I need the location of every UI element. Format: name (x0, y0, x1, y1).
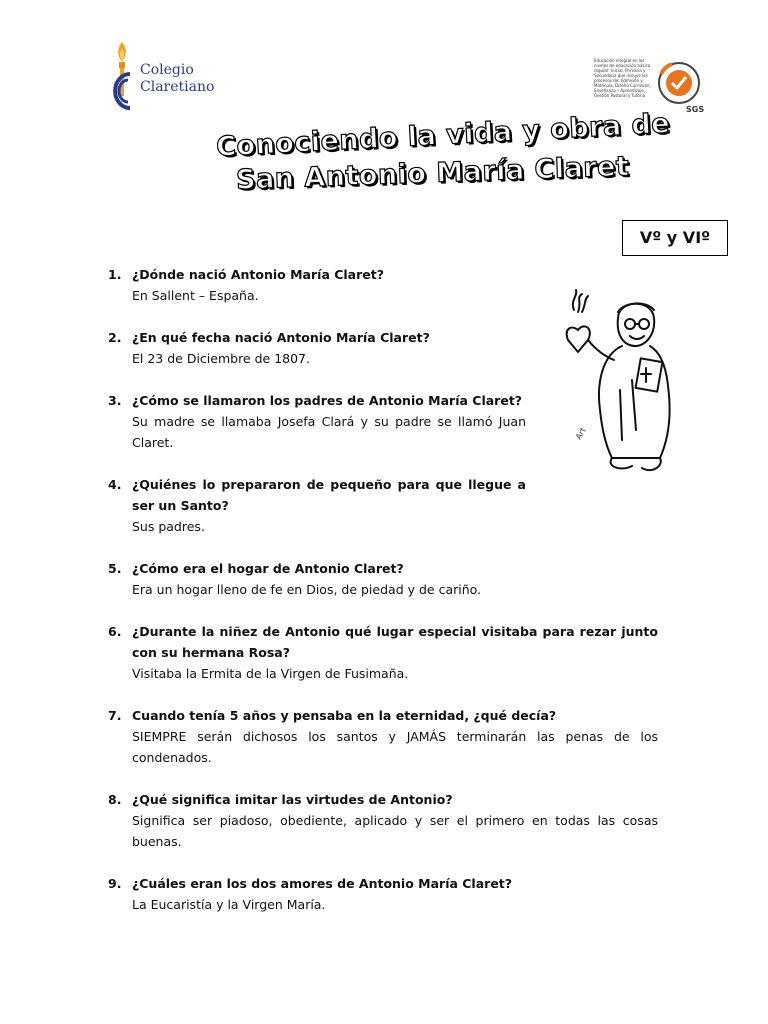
sgs-seal-icon (656, 60, 705, 114)
school-name-line2: Claretiano (140, 79, 215, 95)
question-number: 3. (108, 393, 122, 408)
school-logo (104, 40, 244, 120)
school-name-line1: Colegio (140, 62, 194, 78)
question-number: 8. (108, 792, 122, 807)
answer-text: El 23 de Diciembre de 1807. (132, 351, 310, 366)
grade-box: Vº y VIº (622, 220, 728, 256)
list-item (108, 390, 526, 453)
list-item (108, 873, 658, 915)
question-text: ¿Dónde nació Antonio María Claret? (132, 267, 384, 282)
question-number: 2. (108, 330, 122, 345)
question-list (108, 264, 658, 936)
question-text: ¿Qué significa imitar las virtudes de Antonio? (132, 792, 453, 807)
question-number: 1. (108, 267, 122, 282)
torch-logo-icon (104, 40, 140, 120)
list-item (108, 264, 526, 306)
question-text: ¿Quiénes lo prepararon de pequeño para que llegue a ser un Santo? (132, 477, 526, 513)
list-item (108, 474, 526, 537)
question-text: ¿En qué fecha nació Antonio María Claret? (132, 330, 430, 345)
answer-text: Visitaba la Ermita de la Virgen de Fusimaña. (132, 666, 409, 681)
page-title (210, 108, 671, 198)
svg-text:Art: Art (573, 426, 588, 441)
question-text: Cuando tenía 5 años y pensaba en la eternidad, ¿qué decía? (132, 708, 557, 723)
certification-block (594, 58, 706, 116)
question-number: 7. (108, 708, 122, 723)
question-text: ¿Cómo era el hogar de Antonio Claret? (132, 561, 404, 576)
question-number: 9. (108, 876, 122, 891)
title-line-2: San Antonio María Claret (235, 151, 630, 196)
answer-text: SIEMPRE serán dichosos los santos y JAMÁS terminarán las penas de los condenados. (132, 729, 658, 765)
answer-text: Sus padres. (132, 519, 205, 534)
answer-text: La Eucaristía y la Virgen María. (132, 897, 326, 912)
list-item (108, 621, 658, 684)
question-number: 6. (108, 624, 122, 639)
answer-text: Significa ser piadoso, obediente, aplicado y ser el primero en todas las cosas buenas. (132, 813, 658, 849)
certification-text: Educación integral en los niveles de educación básica regular: Inicial, Primaria y Secundaria que incluye los procesos de: Admisión y Matrícula, Diseño Curricular, Enseñanza – Aprendizaje, Gestión Pastoral y Tutoría (594, 58, 651, 98)
question-number: 4. (108, 477, 122, 492)
answer-text: Era un hogar lleno de fe en Dios, de piedad y de cariño. (132, 582, 482, 597)
question-text: ¿Cómo se llamaron los padres de Antonio María Claret? (132, 393, 523, 408)
list-item (108, 789, 658, 852)
question-number: 5. (108, 561, 122, 576)
question-text: ¿Cuáles eran los dos amores de Antonio María Claret? (132, 876, 513, 891)
answer-text: Su madre se llamaba Josefa Clará y su padre se llamó Juan Claret. (132, 414, 526, 450)
list-item (108, 705, 658, 768)
list-item (108, 558, 658, 600)
title-line-1: Conociendo la vida y obra de (215, 108, 671, 163)
sgs-label: SGS (686, 105, 705, 114)
list-item (108, 327, 526, 369)
answer-text: En Sallent – España. (132, 288, 259, 303)
question-text: ¿Durante la niñez de Antonio qué lugar especial visitaba para rezar junto con su hermana Rosa? (132, 624, 658, 660)
